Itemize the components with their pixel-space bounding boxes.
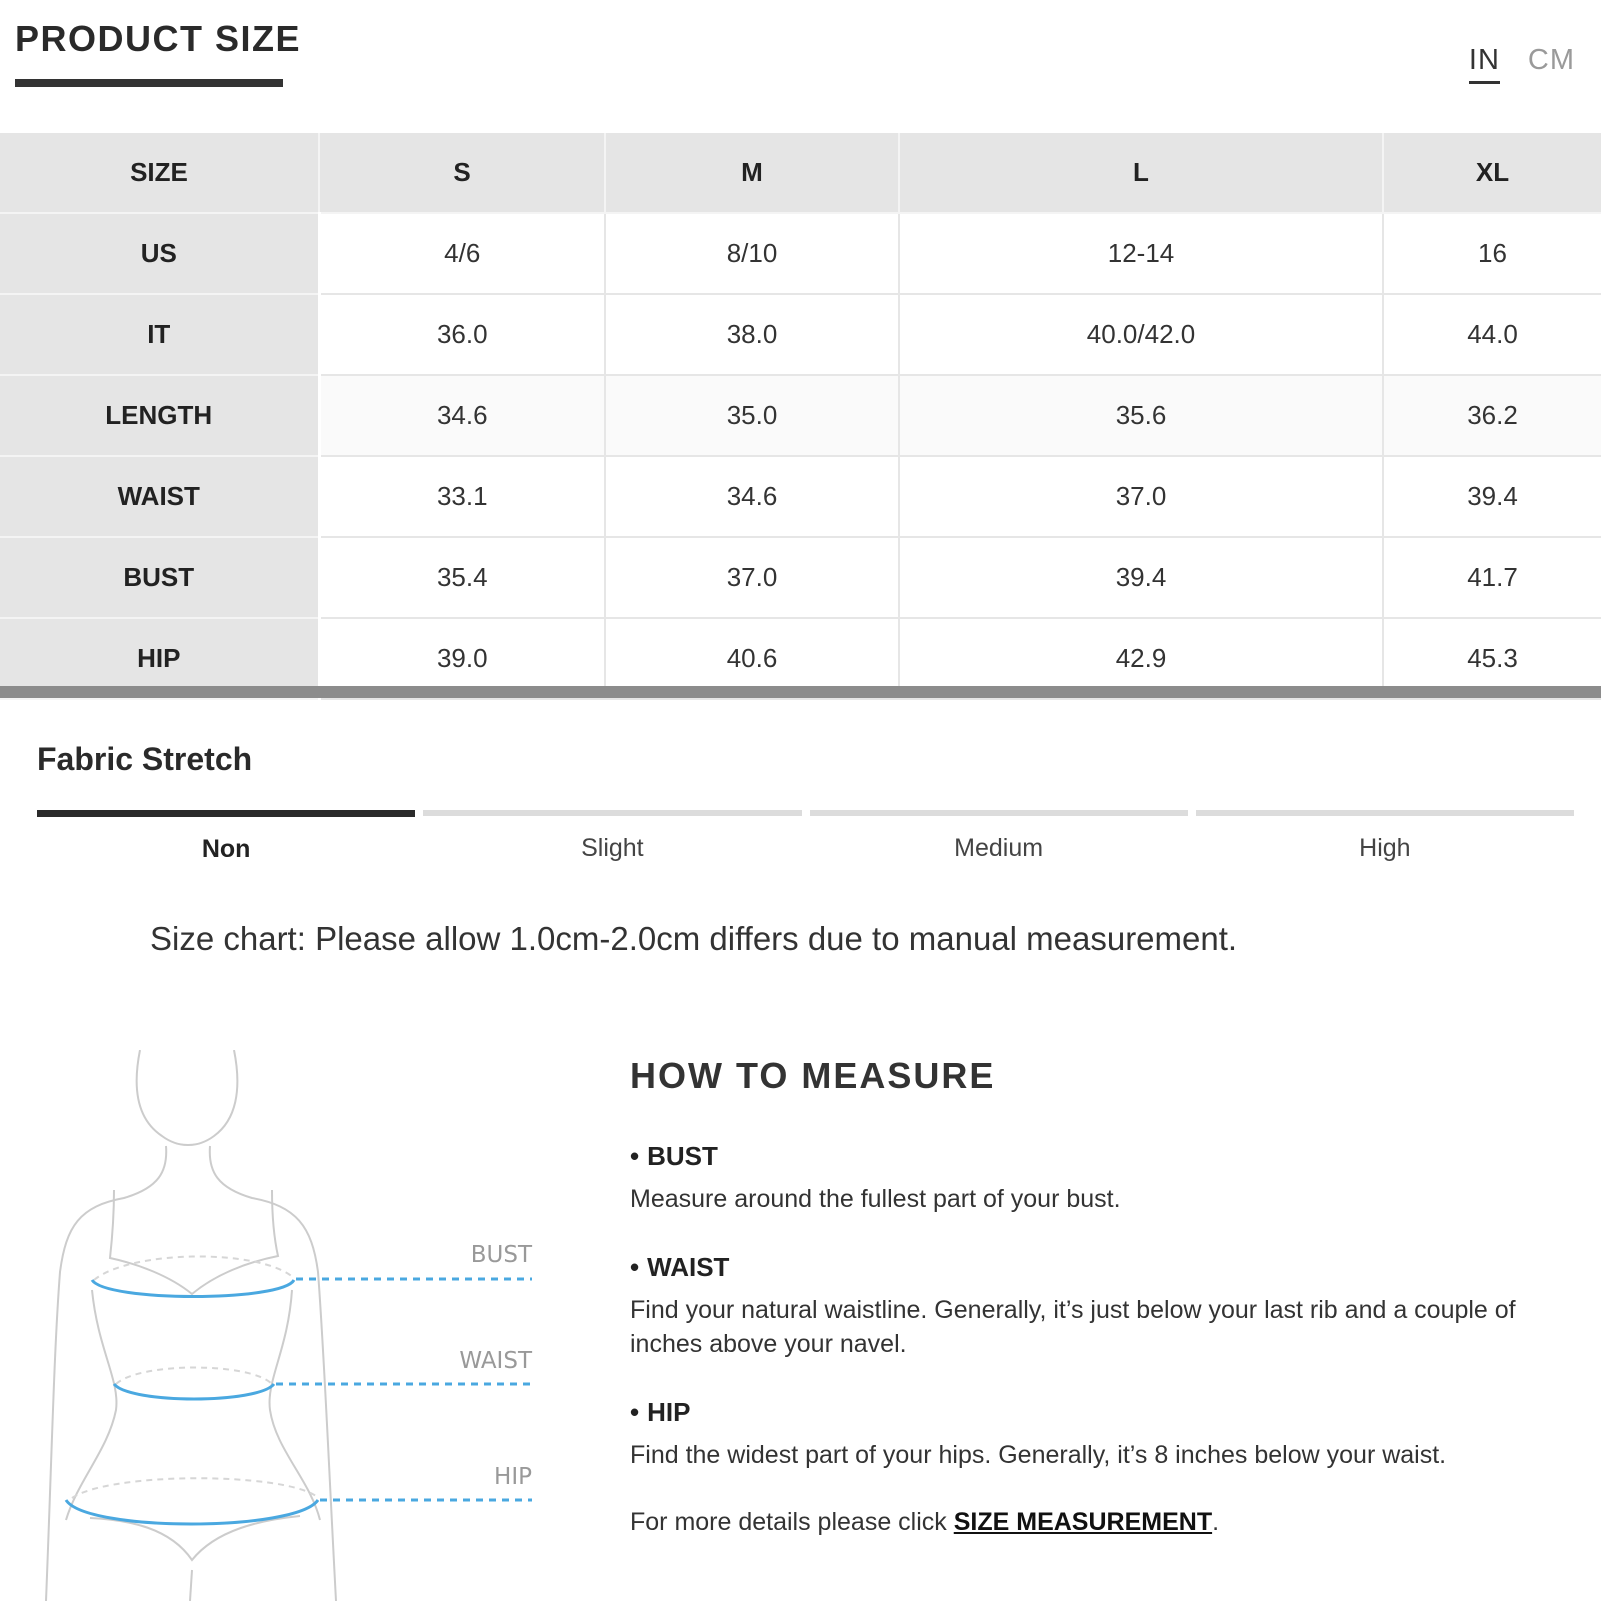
unit-in-tab[interactable]: IN [1469, 44, 1500, 84]
row-label-bust: BUST [0, 537, 319, 618]
table-row [0, 537, 1601, 618]
more-details-suffix: . [1212, 1508, 1220, 1536]
more-details-prefix: For more details please click [630, 1508, 954, 1536]
measure-item-bust [630, 1141, 1580, 1216]
unit-cm-tab[interactable]: CM [1527, 44, 1575, 76]
page-title: PRODUCT SIZE [15, 18, 302, 59]
table-cell: 35.4 [319, 537, 605, 618]
bullet: • [630, 1397, 640, 1427]
stretch-label: Medium [954, 834, 1044, 862]
measure-item-hip [630, 1397, 1580, 1472]
stretch-option-non [37, 810, 415, 864]
table-cell: 8/10 [605, 213, 899, 294]
table-cell: 39.0 [319, 618, 605, 699]
column-header-l: L [899, 133, 1383, 213]
table-cell: 40.6 [605, 618, 899, 699]
table-cell: 36.2 [1383, 375, 1601, 456]
size-measurement-link[interactable]: SIZE MEASUREMENT [953, 1508, 1213, 1536]
table-bottom-divider [0, 686, 1601, 698]
figure-label-waist: WAIST [459, 1348, 532, 1374]
bullet: • [630, 1141, 640, 1171]
column-header-xl: XL [1383, 133, 1601, 213]
table-cell: 16 [1383, 213, 1601, 294]
table-row [0, 213, 1601, 294]
measure-item-name: BUST [647, 1141, 718, 1171]
stretch-bar [423, 810, 801, 816]
figure-label-bust: BUST [470, 1242, 532, 1268]
measure-item-waist [630, 1252, 1580, 1361]
more-details-text [630, 1508, 1580, 1537]
stretch-label: Slight [581, 834, 644, 862]
fabric-stretch-scale [37, 810, 1574, 864]
table-row [0, 294, 1601, 375]
stretch-option-medium [810, 810, 1188, 864]
table-cell: 4/6 [319, 213, 605, 294]
column-header-size: SIZE [0, 133, 319, 213]
measure-item-name: HIP [647, 1397, 691, 1427]
unit-toggle [1469, 44, 1575, 84]
table-cell: 42.9 [899, 618, 1383, 699]
table-cell: 39.4 [1383, 456, 1601, 537]
body-outline-illustration [20, 1050, 580, 1601]
measure-item-description: Find your natural waistline. Generally, it’s just below your last rib and a couple of inches above your navel. [630, 1296, 1516, 1358]
measure-lines [66, 1279, 532, 1524]
table-cell: 40.0/42.0 [899, 294, 1383, 375]
table-cell: 45.3 [1383, 618, 1601, 699]
table-cell: 34.6 [605, 456, 899, 537]
table-row [0, 456, 1601, 537]
table-cell: 41.7 [1383, 537, 1601, 618]
measure-item-description: Find the widest part of your hips. Generally, it’s 8 inches below your waist. [630, 1441, 1447, 1469]
table-cell: 34.6 [319, 375, 605, 456]
measure-item-name: WAIST [647, 1252, 730, 1282]
table-cell: 39.4 [899, 537, 1383, 618]
stretch-option-slight [423, 810, 801, 864]
row-label-it: IT [0, 294, 319, 375]
table-cell: 12-14 [899, 213, 1383, 294]
size-table-header-row [0, 133, 1601, 213]
table-row [0, 375, 1601, 456]
title-underline [15, 79, 283, 87]
table-cell: 37.0 [899, 456, 1383, 537]
measurement-note: Size chart: Please allow 1.0cm-2.0cm differs due to manual measurement. [150, 920, 1238, 957]
waist-measure-line [114, 1384, 274, 1399]
fabric-stretch-title: Fabric Stretch [37, 741, 253, 777]
figure-label-hip: HIP [494, 1464, 532, 1490]
stretch-bar [37, 810, 415, 817]
stretch-bar [1196, 810, 1574, 816]
row-label-waist: WAIST [0, 456, 319, 537]
row-label-length: LENGTH [0, 375, 319, 456]
table-cell: 35.0 [605, 375, 899, 456]
column-header-s: S [319, 133, 605, 213]
size-table [0, 133, 1601, 700]
stretch-label: Non [201, 835, 251, 863]
stretch-option-high [1196, 810, 1574, 864]
table-cell: 33.1 [319, 456, 605, 537]
table-cell: 44.0 [1383, 294, 1601, 375]
how-to-measure-section [630, 1055, 1580, 1537]
table-cell: 38.0 [605, 294, 899, 375]
bullet: • [630, 1252, 640, 1282]
hip-measure-line [66, 1500, 318, 1524]
measure-item-description: Measure around the fullest part of your bust. [630, 1185, 1121, 1213]
table-cell: 35.6 [899, 375, 1383, 456]
stretch-label: High [1359, 834, 1411, 862]
body-measurement-figure [20, 1050, 580, 1601]
row-label-us: US [0, 213, 319, 294]
stretch-bar [810, 810, 1188, 816]
table-cell: 36.0 [319, 294, 605, 375]
table-cell: 37.0 [605, 537, 899, 618]
column-header-m: M [605, 133, 899, 213]
row-label-hip: HIP [0, 618, 319, 699]
how-to-measure-title: HOW TO MEASURE [630, 1055, 996, 1096]
body-outline [46, 1050, 336, 1601]
